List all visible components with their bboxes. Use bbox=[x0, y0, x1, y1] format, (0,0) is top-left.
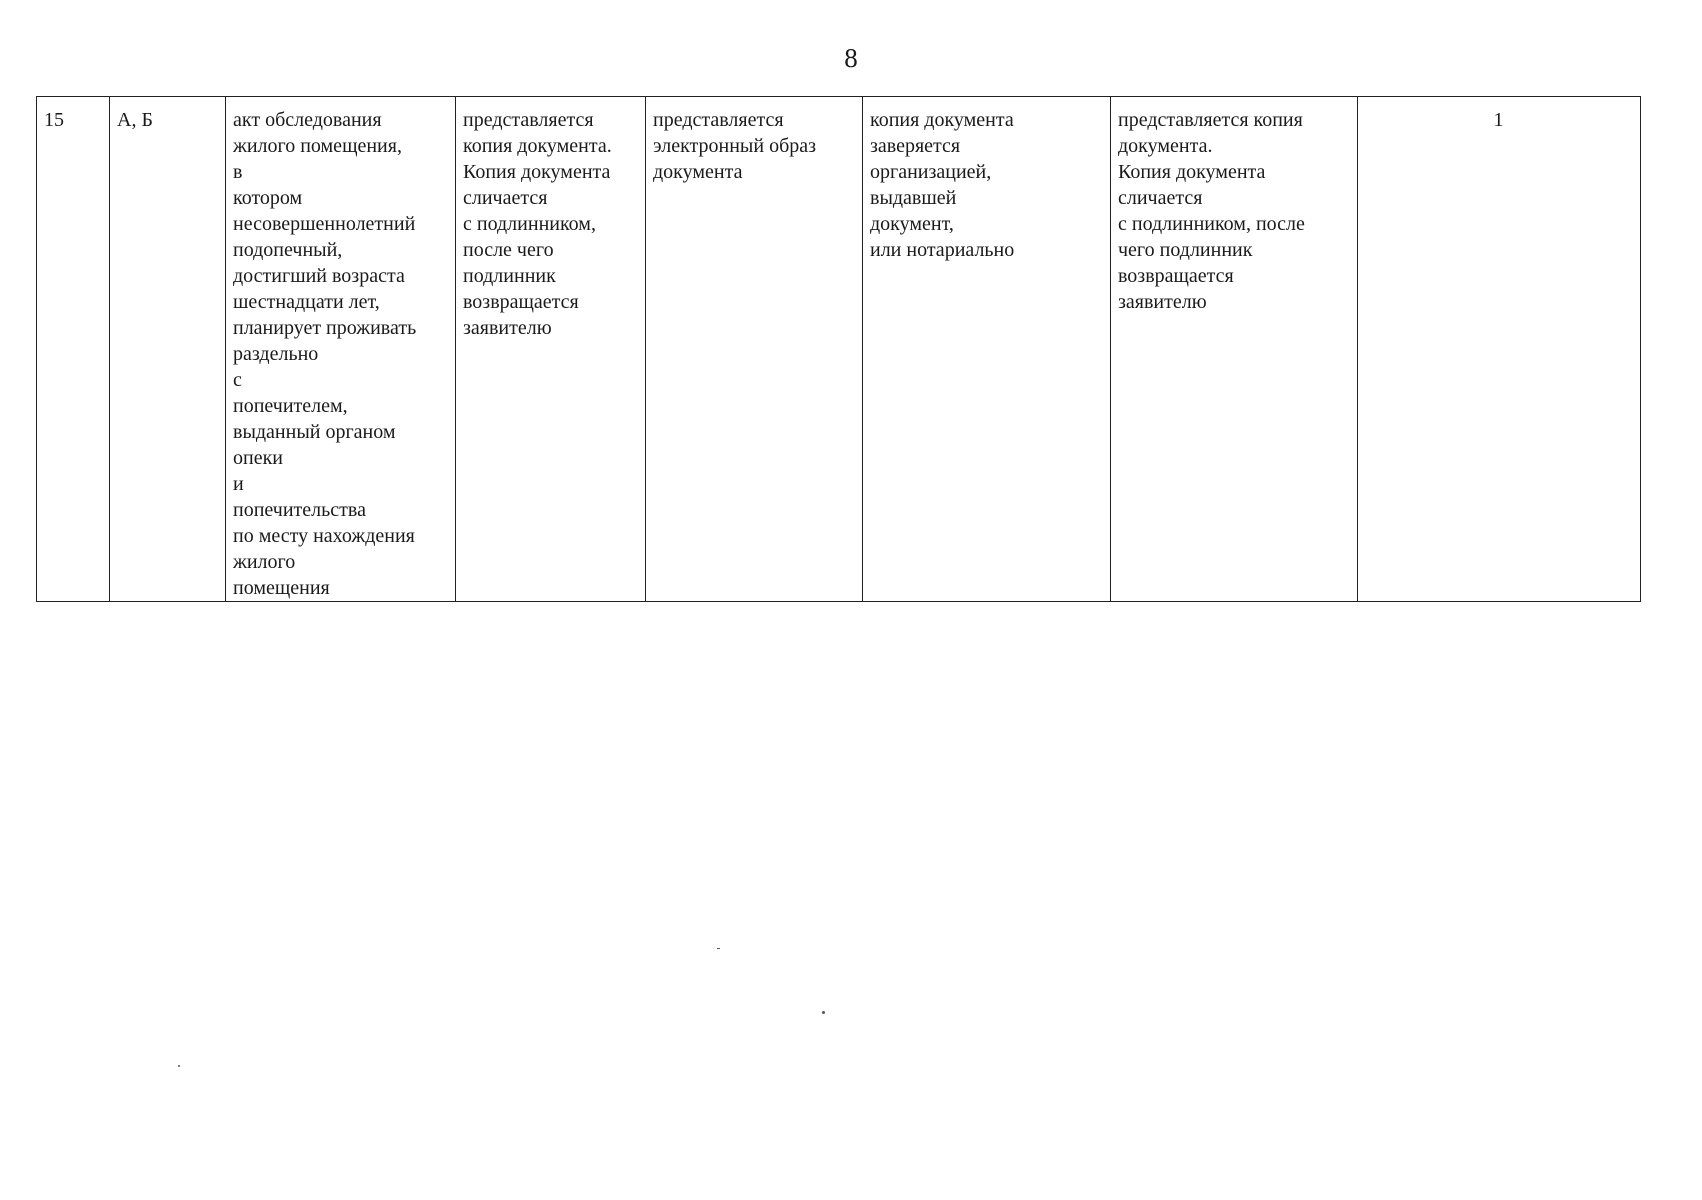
row-index-cell: 15 bbox=[37, 97, 110, 602]
table-row bbox=[37, 97, 1641, 602]
mfc-form-cell: представляется копия документа. Копия документа сличается с подлинником, после чего подлинник возвращается заявителю bbox=[1111, 97, 1358, 602]
page-number: 8 bbox=[844, 43, 858, 73]
paper-form-cell: представляется копия документа. Копия документа сличается с подлинником, после чего подлинник возвращается заявителю bbox=[456, 97, 646, 602]
document-name-cell: акт обследования жилого помещения, в котором несовершеннолетний подопечный, достигший возраста шестнадцати лет, планирует проживать раздельно с попечителем, выданный органом опеки и попечительства по месту нахождения жилого помещения bbox=[226, 97, 456, 602]
category-cell: А, Б bbox=[110, 97, 226, 602]
scan-speck bbox=[822, 1011, 825, 1014]
requirements-table bbox=[36, 96, 1641, 602]
scan-speck bbox=[178, 1065, 180, 1067]
electronic-form-cell: представляется электронный образ документа bbox=[646, 97, 863, 602]
certification-cell: копия документа заверяется организацией, выдавшей документ, или нотариально bbox=[863, 97, 1111, 602]
scan-speck bbox=[717, 948, 720, 949]
quantity-cell: 1 bbox=[1358, 97, 1641, 602]
